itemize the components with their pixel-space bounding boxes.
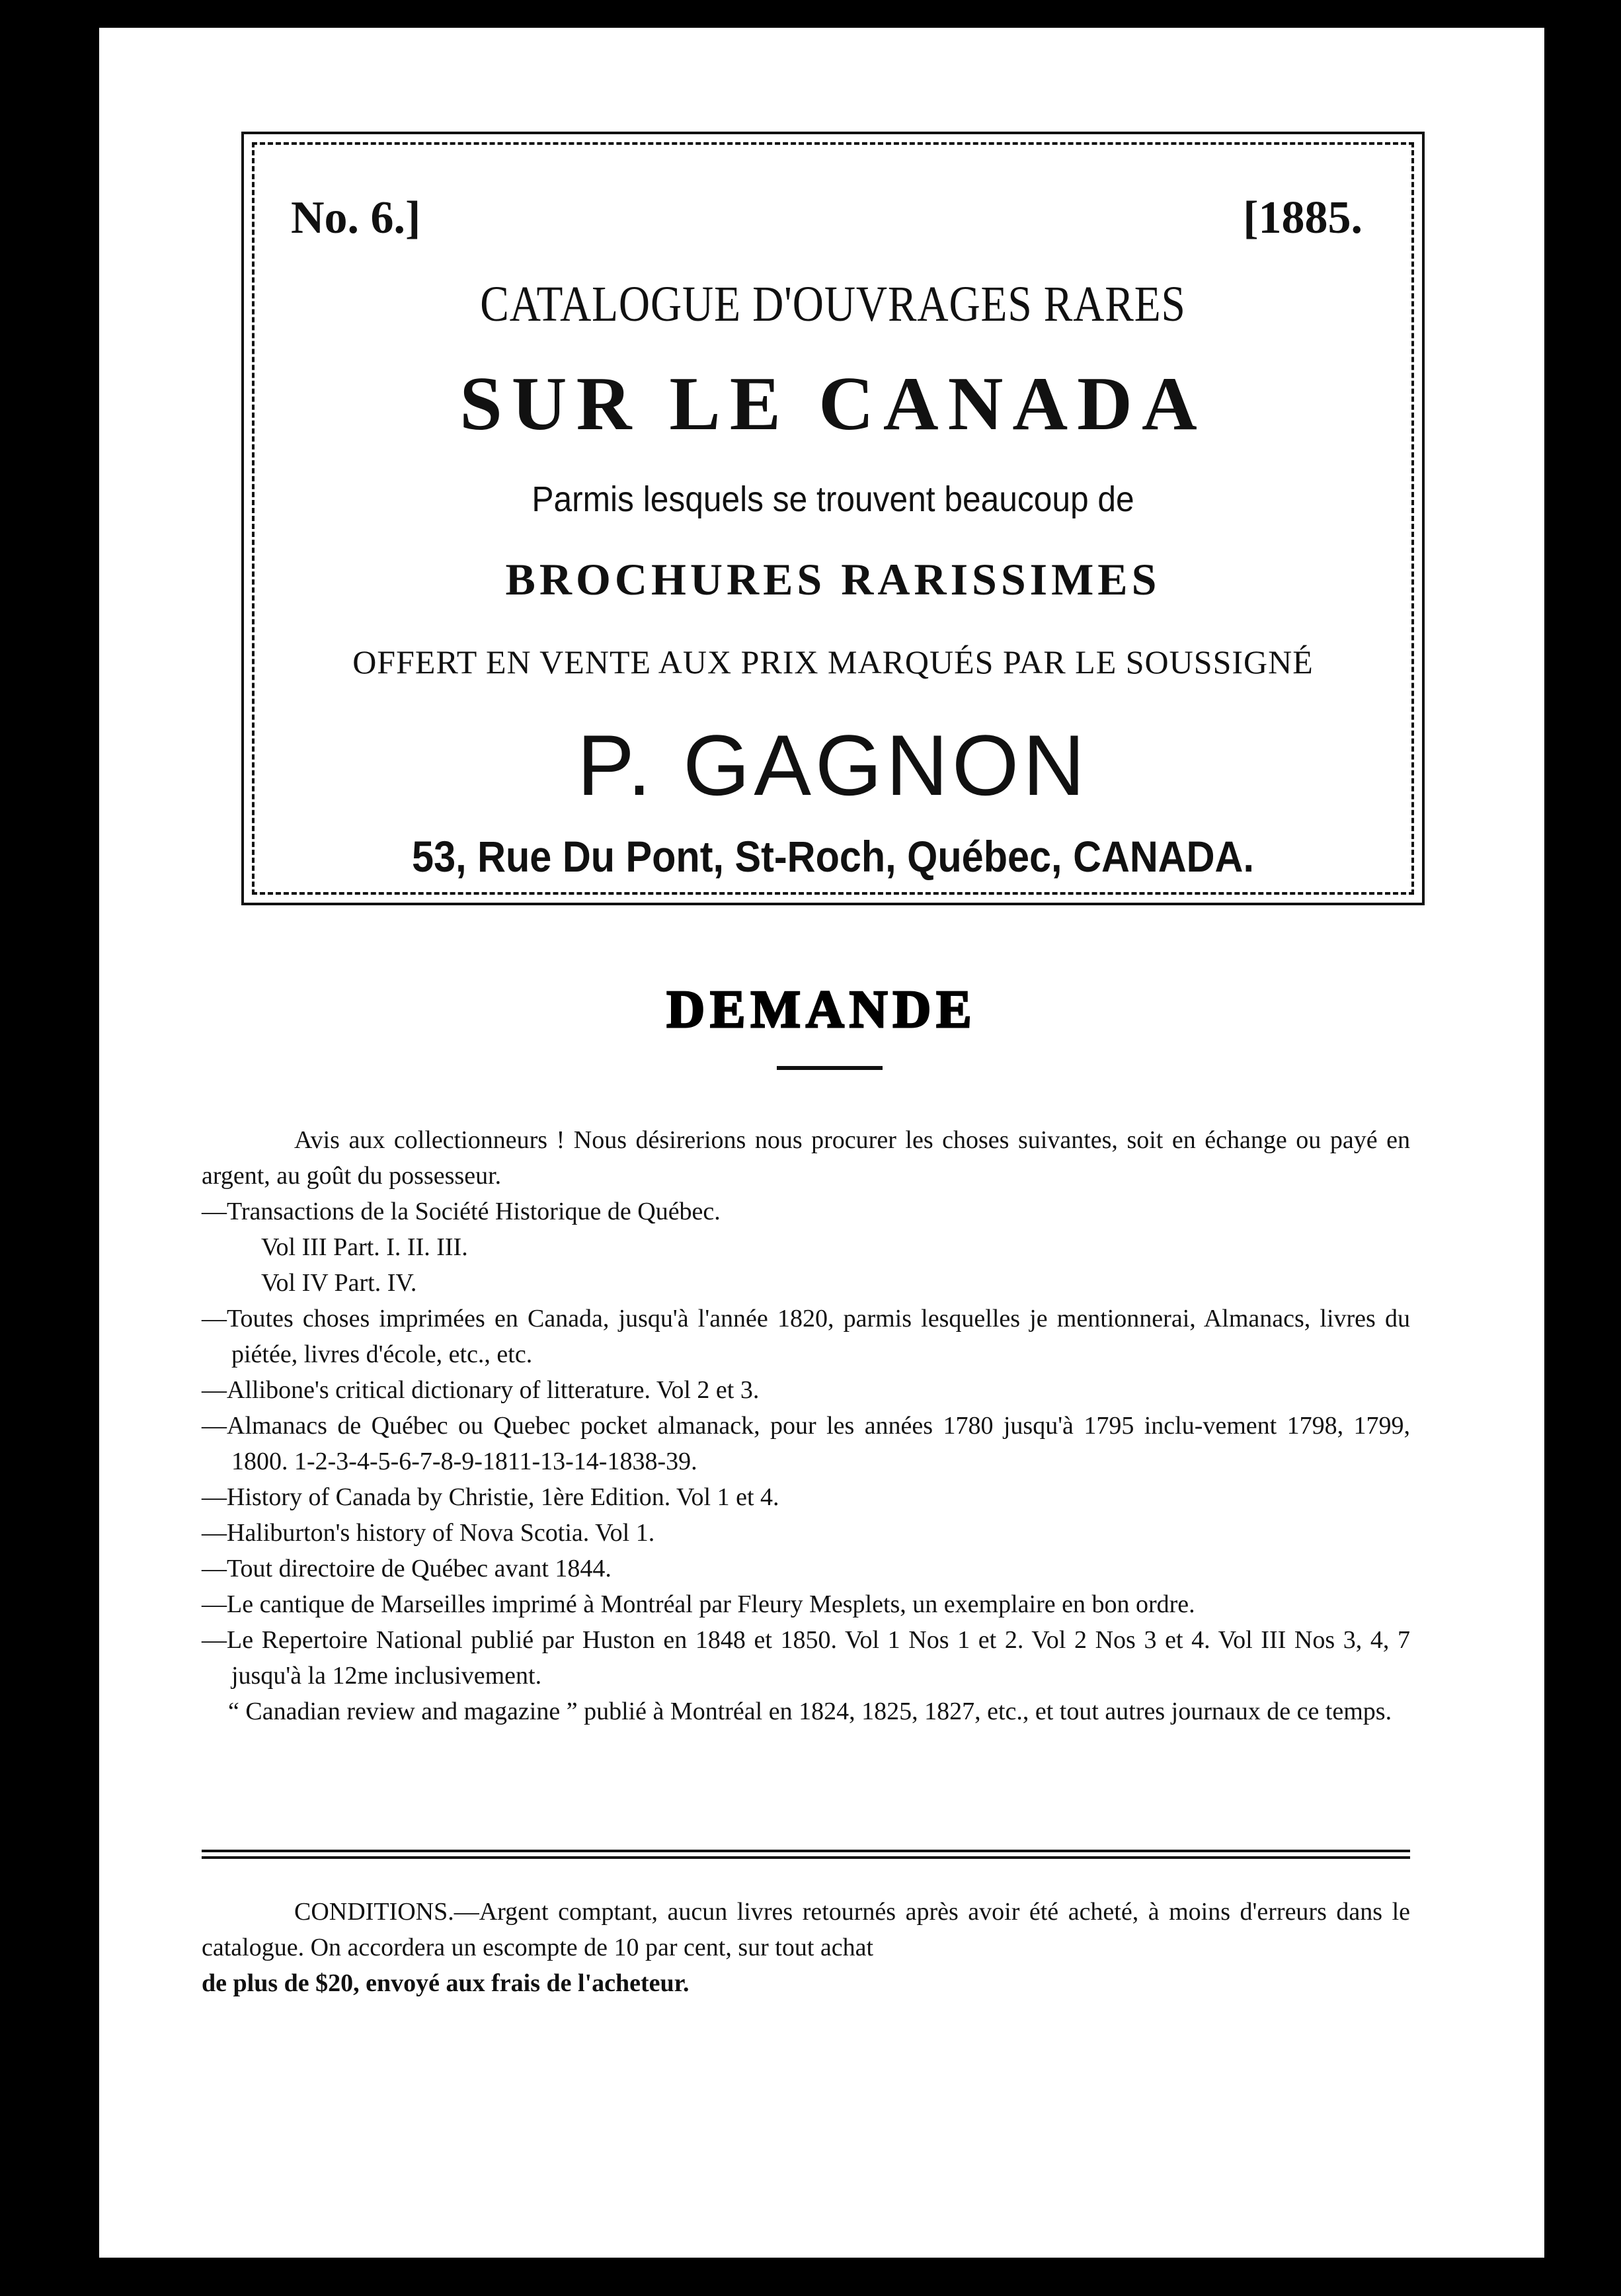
brochures-line: BROCHURES RARISSIMES [505, 554, 1161, 604]
conditions-paragraph [202, 1894, 1410, 2001]
heading-rule [777, 1066, 883, 1070]
seller-name: P. GAGNON [576, 717, 1089, 813]
list-item: —Le Repertoire National publié par Huston en 1848 et 1850. Vol 1 Nos 1 et 2. Vol 2 Nos 3 et 4. Vol III Nos 3, 4, 7 jusqu'à la 12me inclusivement. [202, 1626, 1410, 1690]
list-item: —Tout directoire de Québec avant 1844. [202, 1555, 612, 1582]
list-item: Vol IV Part. IV. [261, 1269, 417, 1297]
list-item: Vol III Part. I. II. III. [261, 1233, 468, 1261]
demande-body [202, 1122, 1410, 1729]
issue-year: [1885. [1243, 192, 1363, 243]
conditions-text: —Argent comptant, aucun livres retournés après avoir été acheté, à moins d'erreurs dans le catalogue. On accordera un escompte de 10 par cent, sur tout achat [202, 1898, 1410, 1961]
list-item: —History of Canada by Christie, 1ère Edition. Vol 1 et 4. [202, 1483, 779, 1511]
demande-heading: DEMANDE [666, 981, 977, 1039]
conditions-label: CONDITIONS. [294, 1898, 454, 1926]
list-item: —Le cantique de Marseilles imprimé à Montréal par Fleury Mesplets, un exemplaire en bon ordre. [202, 1590, 1195, 1618]
list-item: “ Canadian review and magazine ” publié à Montréal en 1824, 1825, 1827, etc., et tout autres journaux de ce temps. [228, 1698, 1392, 1725]
list-item: —Toutes choses imprimées en Canada, jusqu'à l'année 1820, parmis lesquelles je mentionnerai, Almanacs, livres du piétée, livres d'école, etc., etc. [202, 1305, 1410, 1368]
offer-line: OFFERT EN VENTE AUX PRIX MARQUÉS PAR LE SOUSSIGNÉ [352, 643, 1314, 680]
seller-address: 53, Rue Du Pont, St-Roch, Québec, CANADA. [412, 832, 1254, 881]
conditions-last-line: de plus de $20, envoyé aux frais de l'acheteur. [202, 1969, 690, 1997]
main-title: SUR LE CANADA [459, 362, 1206, 446]
intro-paragraph: Avis aux collectionneurs ! Nous désirerions nous procurer les choses suivantes, soit en échange ou payé en argent, au goût du possesseur. [202, 1126, 1410, 1190]
document-page [99, 28, 1544, 2258]
catalogue-line: CATALOGUE D'OUVRAGES RARES [480, 276, 1186, 332]
subtitle-line: Parmis lesquels se trouvent beaucoup de [532, 479, 1134, 519]
list-item: —Haliburton's history of Nova Scotia. Vol 1. [202, 1519, 655, 1547]
list-item: —Almanacs de Québec ou Quebec pocket almanack, pour les années 1780 jusqu'à 1795 inclu-vement 1798, 1799, 1800. 1-2-3-4-5-6-7-8-9-1811-13-14-1838-39. [202, 1412, 1410, 1475]
list-item: —Transactions de la Société Historique de Québec. [202, 1198, 721, 1225]
issue-number: No. 6.] [291, 192, 421, 243]
section-divider [202, 1850, 1410, 1859]
list-item: —Allibone's critical dictionary of litterature. Vol 2 et 3. [202, 1376, 760, 1404]
